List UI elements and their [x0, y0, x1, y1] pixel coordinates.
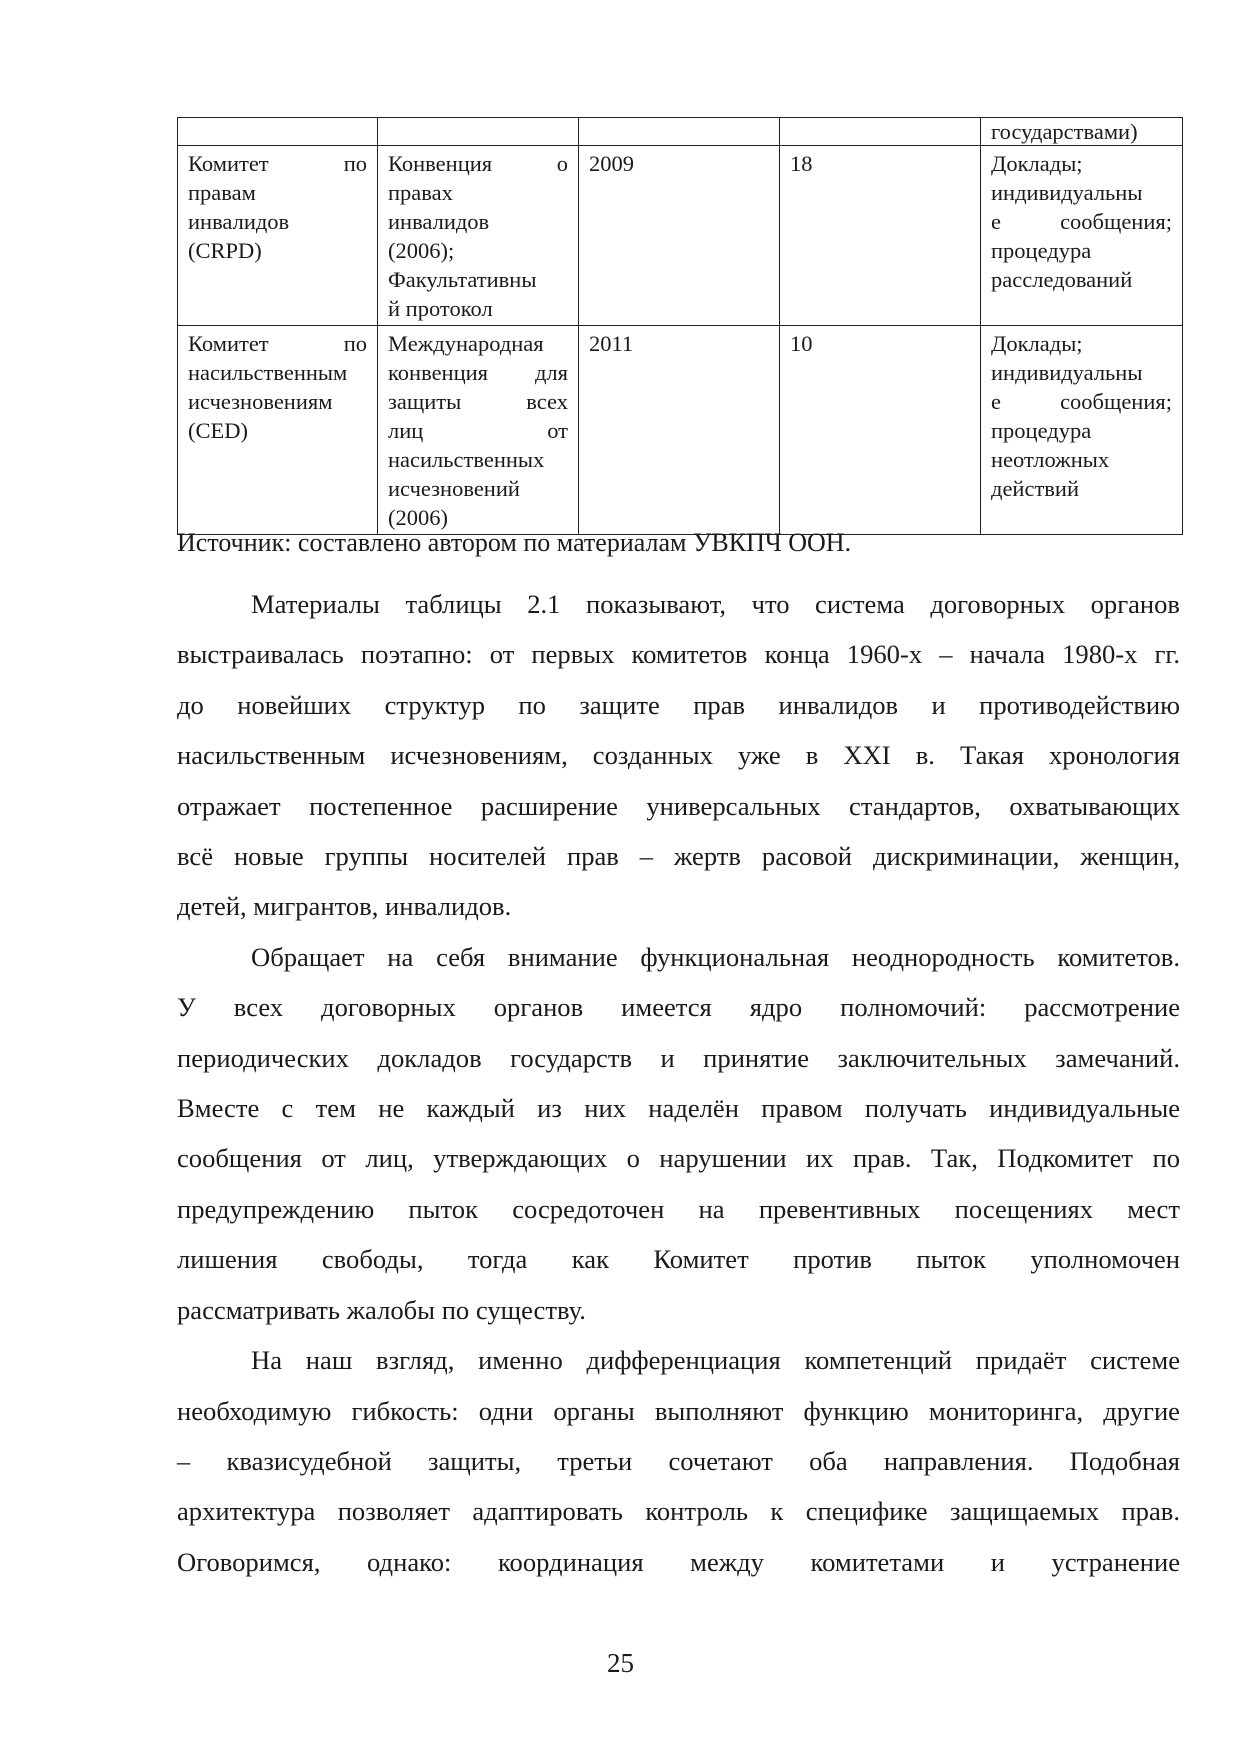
text-line-content: выстраивалась поэтапно: от первых комитетов конца 1960-х – начала 1980-х гг.: [177, 639, 1180, 670]
text-line: [177, 1436, 1180, 1486]
table-cell: [981, 326, 1183, 535]
text-line-content: до новейших структур по защите прав инвалидов и противодействию: [177, 689, 1180, 720]
cell-line: расследований: [991, 267, 1133, 292]
text-line: [177, 680, 1180, 730]
cell-line: правам: [188, 180, 256, 205]
text-line: [177, 629, 1180, 679]
text-line-content: архитектура позволяет адаптировать контроль к специфике защищаемых прав.: [177, 1496, 1180, 1527]
cell-line: й протокол: [388, 296, 493, 321]
paragraph: [177, 1335, 1180, 1587]
cell-line: Доклады;: [991, 151, 1083, 176]
text-line: [177, 982, 1180, 1032]
cell-line: Комитет по: [188, 151, 367, 176]
cell-line: инвалидов: [388, 209, 490, 234]
cell-line: конвенция для: [388, 360, 568, 385]
cell-line: 2011: [589, 331, 634, 356]
text-line-content: лишения свободы, тогда как Комитет против пыток уполномочен: [177, 1244, 1180, 1275]
text-line-content: детей, мигрантов, инвалидов.: [177, 891, 512, 922]
treaty-bodies-table: [177, 117, 1182, 535]
cell-line: защиты всех: [388, 389, 568, 414]
cell-line: исчезновений: [388, 476, 520, 501]
page-number: 25: [607, 1648, 634, 1678]
text-line: [177, 579, 1180, 629]
table-cell: [178, 118, 378, 146]
cell-line: 10: [790, 331, 813, 356]
text-line-content: Вместе с тем не каждый из них наделён правом получать индивидуальные: [177, 1093, 1180, 1124]
text-line: [177, 1335, 1180, 1385]
text-line-content: периодических докладов государств и принятие заключительных замечаний.: [177, 1042, 1180, 1073]
paragraph: [177, 932, 1180, 1335]
text-line-content: Оговоримся, однако: координация между комитетами и устранение: [177, 1546, 1180, 1577]
cell-line: индивидуальны: [991, 360, 1143, 385]
table-source-note: Источник: составлено автором по материалам УВКПЧ ООН.: [177, 528, 852, 557]
cell-line: правах: [388, 180, 453, 205]
cell-line: е сообщения;: [991, 209, 1172, 234]
cell-line: Международная: [388, 331, 544, 356]
cell-line: Конвенция о: [388, 151, 568, 176]
cell-line: 18: [790, 151, 813, 176]
cell-line: лиц от: [388, 418, 568, 443]
table-body: [178, 118, 1183, 535]
paragraph: [177, 579, 1180, 932]
text-line: [177, 1386, 1180, 1436]
text-line-content: рассматривать жалобы по существу.: [177, 1294, 586, 1325]
cell-line: (CED): [188, 418, 248, 443]
text-line-content: отражает постепенное расширение универсальных стандартов, охватывающих: [177, 790, 1180, 821]
table-cell: [579, 326, 780, 535]
text-line: [177, 730, 1180, 780]
text-line-content: Обращает на себя внимание функциональная неоднородность комитетов.: [251, 941, 1180, 972]
cell-line: Комитет по: [188, 331, 367, 356]
text-line: [177, 1537, 1180, 1587]
cell-line: неотложных: [991, 447, 1110, 472]
table-cell: [981, 118, 1183, 146]
text-line-content: необходимую гибкость: одни органы выполняют функцию мониторинга, другие: [177, 1395, 1180, 1426]
text-line: [177, 932, 1180, 982]
table-cell: [780, 146, 981, 326]
table-cell: [378, 146, 579, 326]
table-cell: [178, 146, 378, 326]
cell-line: действий: [991, 476, 1080, 501]
cell-line: е сообщения;: [991, 389, 1172, 414]
table-cell: [780, 118, 981, 146]
table-row: [178, 326, 1183, 535]
text-line: [177, 1033, 1180, 1083]
table-row: [178, 118, 1183, 146]
table-row: [178, 146, 1183, 326]
cell-line: (2006): [388, 505, 448, 530]
text-line-content: – квазисудебной защиты, третьи сочетают оба направления. Подобная: [177, 1445, 1180, 1476]
text-line: [177, 1234, 1180, 1284]
text-line: [177, 1486, 1180, 1536]
cell-line: индивидуальны: [991, 180, 1143, 205]
table-cell: [981, 146, 1183, 326]
table-cell: [579, 118, 780, 146]
text-line: [177, 1285, 1180, 1335]
cell-line: процедура: [991, 418, 1092, 443]
cell-line: государствами): [991, 119, 1138, 144]
cell-line: (2006);: [388, 238, 455, 263]
table: [177, 117, 1183, 535]
text-line-content: сообщения от лиц, утверждающих о нарушении их прав. Так, Подкомитет по: [177, 1143, 1180, 1174]
text-line-content: На наш взгляд, именно дифференциация компетенций придаёт системе: [251, 1345, 1180, 1376]
text-line: [177, 831, 1180, 881]
cell-line: Факультативны: [388, 267, 537, 292]
cell-line: 2009: [589, 151, 634, 176]
text-line-content: всё новые группы носителей прав – жертв расовой дискриминации, женщин,: [177, 841, 1180, 872]
cell-line: насильственных: [388, 447, 545, 472]
text-line: [177, 1083, 1180, 1133]
text-line-content: предупреждению пыток сосредоточен на превентивных посещениях мест: [177, 1193, 1180, 1224]
cell-line: процедура: [991, 238, 1092, 263]
cell-line: насильственным: [188, 360, 348, 385]
table-cell: [378, 118, 579, 146]
cell-line: Доклады;: [991, 331, 1083, 356]
table-cell: [378, 326, 579, 535]
table-cell: [579, 146, 780, 326]
table-cell: [178, 326, 378, 535]
text-line: [177, 881, 1180, 931]
text-line: [177, 781, 1180, 831]
text-line: [177, 1184, 1180, 1234]
text-line: [177, 1133, 1180, 1183]
cell-line: (CRPD): [188, 238, 262, 263]
text-line-content: Материалы таблицы 2.1 показывают, что система договорных органов: [251, 589, 1180, 619]
text-line-content: насильственным исчезновениям, созданных уже в XXI в. Такая хронология: [177, 740, 1180, 771]
body-text: [177, 579, 1180, 1587]
text-line-content: У всех договорных органов имеется ядро полномочий: рассмотрение: [177, 992, 1180, 1023]
cell-line: исчезновениям: [188, 389, 333, 414]
cell-line: инвалидов: [188, 209, 290, 234]
table-cell: [780, 326, 981, 535]
